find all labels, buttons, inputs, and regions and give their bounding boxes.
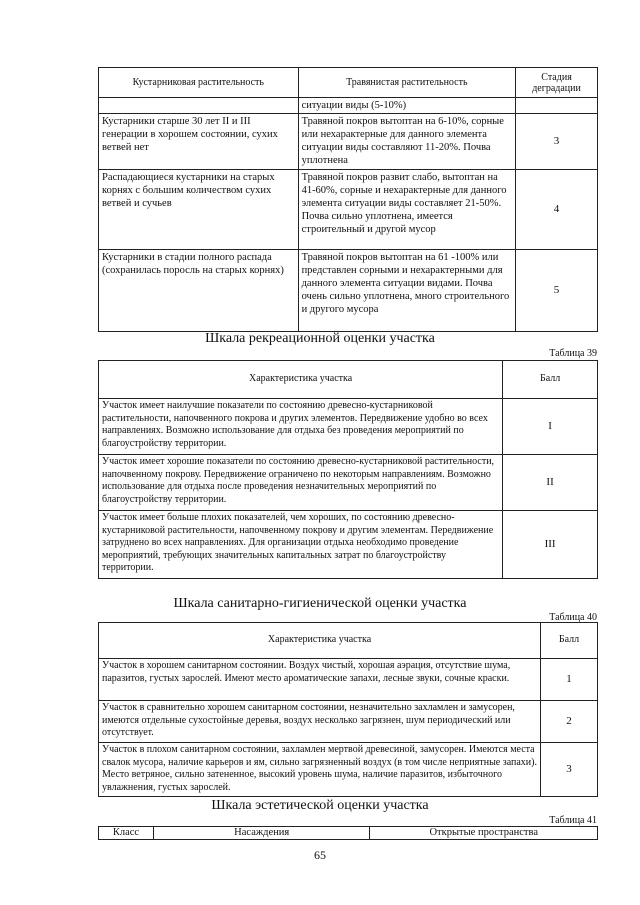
table-label: Таблица 39	[549, 348, 597, 359]
characteristic-cell: Участок в хорошем санитарном состоянии. Воздух чистый, хорошая аэрация, отсутствие шума, паразитов, густых зарослей. Имеют место ароматические запахи, лесные звуки, сочные краски.	[99, 659, 541, 701]
characteristic-cell: Участок имеет хорошие показатели по состоянию древесно-кустарниковой растительности, напочвенному покрову. Передвижение ограничено по некоторым направлениям. Возможно использование для отдыха после проведения незначительных мероприятий по благоустройству территории.	[99, 455, 503, 511]
stage-cell: 3	[516, 114, 598, 170]
continued-cell: ситуации виды (5-10%)	[298, 98, 516, 114]
aesthetic-table	[98, 826, 598, 840]
column-header: Характеристика участка	[99, 623, 541, 659]
characteristic-cell: Участок имеет больше плохих показателей, чем хороших, по состоянию древесно-кустарниковой растительности, напочвенному покрову и другим элементам. Передвижение затруднено во всех направлениях. Для организации отдыха необходимо проведение мероприятий, требующих значительных капитальных затрат по благоустройству территории.	[99, 511, 503, 579]
degradation-table	[98, 67, 598, 332]
column-header: Травянистая растительность	[298, 68, 516, 98]
characteristic-cell: Участок в плохом санитарном состоянии, захламлен мертвой древесиной, замусорен. Имеются места свалок мусора, наличие карьеров и ям, сильно загрязненный воздух (в том числе неприятные запахи). Место ветряное, сильно затененное, высокий уровень шума, наличие паразитов, избыточного увлажнения, густых зарослей.	[99, 743, 541, 797]
table-cell	[516, 98, 598, 114]
recreation-table	[98, 360, 598, 579]
table-cell	[99, 98, 299, 114]
shrub-cell: Кустарники старше 30 лет II и III генерации в хорошем состоянии, сухих ветвей нет	[99, 114, 299, 170]
score-cell: 1	[541, 659, 598, 701]
score-cell: 2	[541, 701, 598, 743]
column-header: Характеристика участка	[99, 361, 503, 399]
shrub-cell: Кустарники в стадии полного распада (сохранилась поросль на старых корнях)	[99, 250, 299, 332]
column-header: Балл	[541, 623, 598, 659]
characteristic-cell: Участок в сравнительно хорошем санитарном состоянии, незначительно захламлен и замусорен, имеются отдельные сухостойные деревья, воздух несколько загрязнен, шум периодический или отсутствует.	[99, 701, 541, 743]
sanitary-table	[98, 622, 598, 797]
column-header: Класс	[99, 827, 154, 840]
section-heading: Шкала санитарно-гигиенической оценки участка	[173, 596, 467, 611]
column-header: Насаждения	[153, 827, 370, 840]
grass-cell: Травяной покров вытоптан на 6-10%, сорные или нехарактерные для данного элемента ситуации виды составляют 11-20%. Почва уплотнена	[298, 114, 516, 170]
column-header: Открытые пространства	[370, 827, 598, 840]
table-label: Таблица 41	[549, 815, 597, 826]
section-heading: Шкала эстетической оценки участка	[211, 798, 429, 813]
section-heading: Шкала рекреационной оценки участка	[205, 331, 435, 346]
score-cell: 3	[541, 743, 598, 797]
table-label: Таблица 40	[549, 612, 597, 623]
score-cell: II	[503, 455, 598, 511]
stage-cell: 4	[516, 170, 598, 250]
column-header: Балл	[503, 361, 598, 399]
stage-cell: 5	[516, 250, 598, 332]
score-cell: III	[503, 511, 598, 579]
column-header: Кустарниковая растительность	[99, 68, 299, 98]
grass-cell: Травяной покров развит слабо, вытоптан на 41-60%, сорные и нехарактерные для данного элемента ситуации виды составляет 21-50%. Почва сильно уплотнена, имеется строительный и другой мусор	[298, 170, 516, 250]
characteristic-cell: Участок имеет наилучшие показатели по состоянию древесно-кустарниковой растительности, напочвенного покрова и других элементов. Передвижение удобно во всех направлениях. Возможно использование для отдыха без проведения мероприятий по благоустройству территории.	[99, 399, 503, 455]
column-header: Стадия деградации	[516, 68, 598, 98]
page-number: 65	[314, 848, 326, 862]
grass-cell: Травяной покров вытоптан на 61 -100% или представлен сорными и нехарактерными для данного элемента ситуации видами. Почва очень сильно уплотнена, много строительного и другого мусора	[298, 250, 516, 332]
shrub-cell: Распадающиеся кустарники на старых корнях с большим количеством сухих ветвей и сучьев	[99, 170, 299, 250]
score-cell: I	[503, 399, 598, 455]
